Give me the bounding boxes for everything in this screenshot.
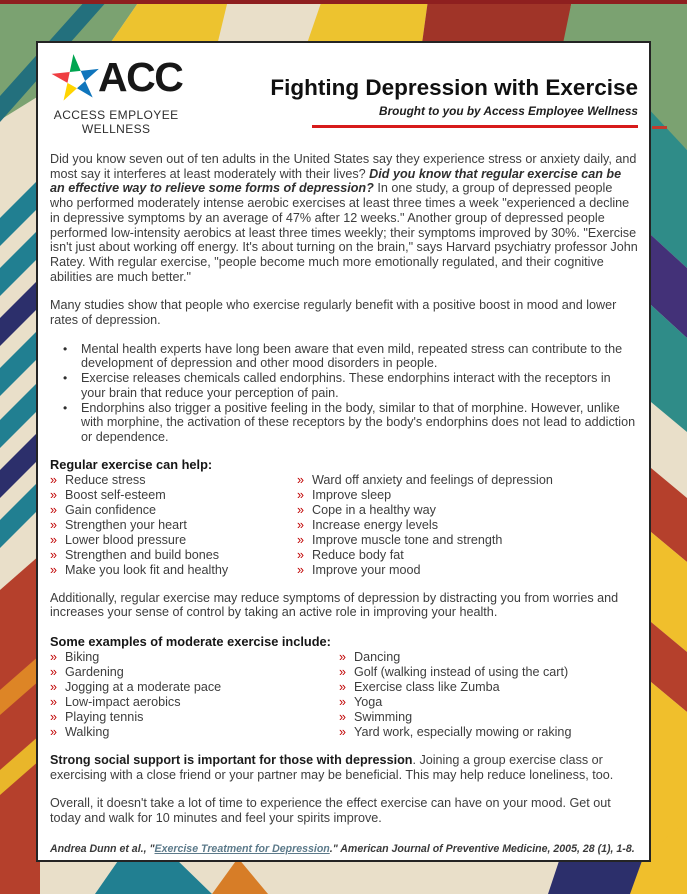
help-section-heading: Regular exercise can help: <box>50 456 213 472</box>
chevron-icon: » <box>50 517 58 532</box>
list-item-label: Low-impact aerobics <box>65 695 181 710</box>
list-item-label: Strengthen your heart <box>65 517 187 532</box>
list-item <box>339 695 638 710</box>
list-item <box>297 473 638 488</box>
chevron-icon: » <box>339 710 347 725</box>
social-paragraph <box>50 753 638 782</box>
page-subtitle: Brought to you by Access Employee Wellness <box>379 104 638 118</box>
list-item-label: Gardening <box>65 665 124 680</box>
citation <box>50 843 638 855</box>
chevron-icon: » <box>297 562 305 577</box>
list-item <box>50 665 339 680</box>
bullet-item <box>50 401 638 445</box>
list-item <box>339 710 638 725</box>
chevron-icon: » <box>339 665 347 680</box>
chevron-icon: » <box>50 665 58 680</box>
chevron-icon: » <box>50 710 58 725</box>
intro-emphasis: Did you know that regular exercise can be an effective way to relieve some forms of depression? <box>50 166 622 196</box>
examples-list-right <box>339 650 638 740</box>
closing-paragraph: Overall, it doesn't take a lot of time to experience the effect exercise can have on your mood. Get out today and walk for 10 minutes and feel your spirits improve. <box>50 796 611 826</box>
citation-prefix: Andrea Dunn et al., " <box>50 842 155 855</box>
help-section <box>50 457 638 578</box>
bullet-text: Exercise releases chemicals called endorphins. These endorphins interact with the receptors in your brain that reduce your perception of pain. <box>81 371 611 400</box>
bullet-list <box>50 342 638 445</box>
list-item <box>50 695 339 710</box>
list-item <box>50 503 297 518</box>
citation-suffix: ." American Journal of Preventive Medicine, 2005, 28 (1), 1-8. <box>329 842 635 855</box>
list-item-label: Strengthen and build bones <box>65 547 220 562</box>
list-item-label: Improve sleep <box>312 487 392 502</box>
list-item <box>339 680 638 695</box>
chevron-icon: » <box>50 472 58 487</box>
list-item <box>50 488 297 503</box>
examples-list-left <box>50 650 339 740</box>
org-name-line2: WELLNESS <box>81 122 151 136</box>
list-item <box>297 548 638 563</box>
chevron-icon: » <box>50 487 58 502</box>
list-item-label: Playing tennis <box>65 710 144 725</box>
examples-section-heading: Some examples of moderate exercise include: <box>50 634 331 650</box>
list-item <box>50 710 339 725</box>
list-item-label: Biking <box>65 650 100 665</box>
bullet-icon: • <box>63 341 68 356</box>
chevron-icon: » <box>339 680 347 695</box>
org-name-line1: ACCESS EMPLOYEE <box>53 108 179 122</box>
list-item-label: Boost self-esteem <box>65 487 166 502</box>
list-item-label: Golf (walking instead of using the cart) <box>354 665 569 680</box>
list-item <box>297 563 638 578</box>
list-item-label: Improve muscle tone and strength <box>312 532 503 547</box>
chevron-icon: » <box>50 680 58 695</box>
list-item-label: Exercise class like Zumba <box>354 680 500 695</box>
social-bold: Strong social support is important for those with depression <box>50 753 413 768</box>
list-item-label: Dancing <box>354 650 401 665</box>
intro-lead: Did you know seven out of ten adults in the United States say they experience stress or anxiety daily, and most say it interferes at least moderately with their lives? <box>50 152 637 181</box>
list-item-label: Reduce stress <box>65 472 146 487</box>
list-item-label: Yoga <box>354 695 383 710</box>
document-header <box>50 49 638 136</box>
bullet-text: Endorphins also trigger a positive feeling in the body, similar to that of morphine. However, unlike with morphine, the activation of these receptors by the body's endorphins does not lead to addiction or dependence. <box>81 400 636 444</box>
bullet-item <box>50 371 638 400</box>
chevron-icon: » <box>297 487 305 502</box>
title-block <box>270 49 638 136</box>
list-item <box>50 518 297 533</box>
list-item <box>339 665 638 680</box>
list-item <box>339 725 638 740</box>
list-item-label: Swimming <box>354 710 413 725</box>
acc-wordmark: ACC <box>98 54 183 100</box>
intro-paragraph <box>50 152 638 284</box>
list-item <box>50 548 297 563</box>
list-item-label: Lower blood pressure <box>65 532 187 547</box>
list-item <box>50 473 297 488</box>
chevron-icon: » <box>297 517 305 532</box>
list-item <box>297 518 638 533</box>
list-item-label: Ward off anxiety and feelings of depression <box>312 472 553 487</box>
chevron-icon: » <box>339 650 347 665</box>
page-title: Fighting Depression with Exercise <box>270 75 638 100</box>
acc-logo <box>50 49 182 136</box>
chevron-icon: » <box>50 502 58 517</box>
document-page <box>36 41 651 862</box>
citation-link[interactable]: Exercise Treatment for Depression <box>154 842 330 855</box>
list-item-label: Improve your mood <box>312 562 421 577</box>
chevron-icon: » <box>50 547 58 562</box>
chevron-icon: » <box>50 532 58 547</box>
list-item-label: Make you look fit and healthy <box>65 562 229 577</box>
star-icon <box>50 51 102 107</box>
red-divider <box>312 125 638 128</box>
list-item <box>297 503 638 518</box>
list-item <box>50 680 339 695</box>
chevron-icon: » <box>297 547 305 562</box>
list-item <box>297 488 638 503</box>
social-rest: . Joining a group exercise class or exercising with a close friend or your partner may be beneficial. This may help reduce loneliness, too. <box>50 753 614 782</box>
list-item <box>339 650 638 665</box>
help-list-right <box>297 473 638 578</box>
chevron-icon: » <box>297 502 305 517</box>
list-item <box>50 563 297 578</box>
chevron-icon: » <box>50 562 58 577</box>
list-item <box>50 725 339 740</box>
list-item <box>50 650 339 665</box>
intro-body: In one study, a group of depressed people who performed moderately intense aerobic exercises at least three times a week "experienced a decline in depressive symptoms by an average of 47% after 12 weeks." Another group of depressed people performed low-intensity aerobics at least three times weekly; their symptoms improved by 30%. "Exercise isn't just about working off energy. It's about turning on the brain," says Harvard psychiatry professor John Ratey. With regular exercise, "people become much more emotionally regulated, and their cognitive abilities are much better." <box>50 181 638 284</box>
additional-paragraph: Additionally, regular exercise may reduce symptoms of depression by distracting you from worries and increases your sense of control by taking an active role in improving your health. <box>50 590 619 620</box>
bullet-text: Mental health experts have long been aware that even mild, repeated stress can contribute to the development of depression and other mood disorders in people. <box>81 341 623 371</box>
chevron-icon: » <box>50 650 58 665</box>
help-list-left <box>50 473 297 578</box>
list-item-label: Jogging at a moderate pace <box>65 680 222 695</box>
list-item-label: Increase energy levels <box>312 517 439 532</box>
chevron-icon: » <box>297 532 305 547</box>
list-item-label: Reduce body fat <box>312 547 404 562</box>
list-item-label: Walking <box>65 725 110 740</box>
chevron-icon: » <box>297 472 305 487</box>
list-item <box>297 533 638 548</box>
list-item <box>50 533 297 548</box>
chevron-icon: » <box>50 725 58 740</box>
chevron-icon: » <box>339 695 347 710</box>
list-item-label: Cope in a healthy way <box>312 502 436 517</box>
bullet-icon: • <box>63 400 68 415</box>
examples-section <box>50 634 638 740</box>
bullet-icon: • <box>63 371 68 386</box>
bullet-item <box>50 342 638 371</box>
chevron-icon: » <box>339 725 347 740</box>
chevron-icon: » <box>50 695 58 710</box>
list-item-label: Gain confidence <box>65 502 157 517</box>
studies-paragraph: Many studies show that people who exercise regularly benefit with a positive boost in mood and lower rates of depression. <box>50 298 617 328</box>
list-item-label: Yard work, especially mowing or raking <box>354 725 572 740</box>
